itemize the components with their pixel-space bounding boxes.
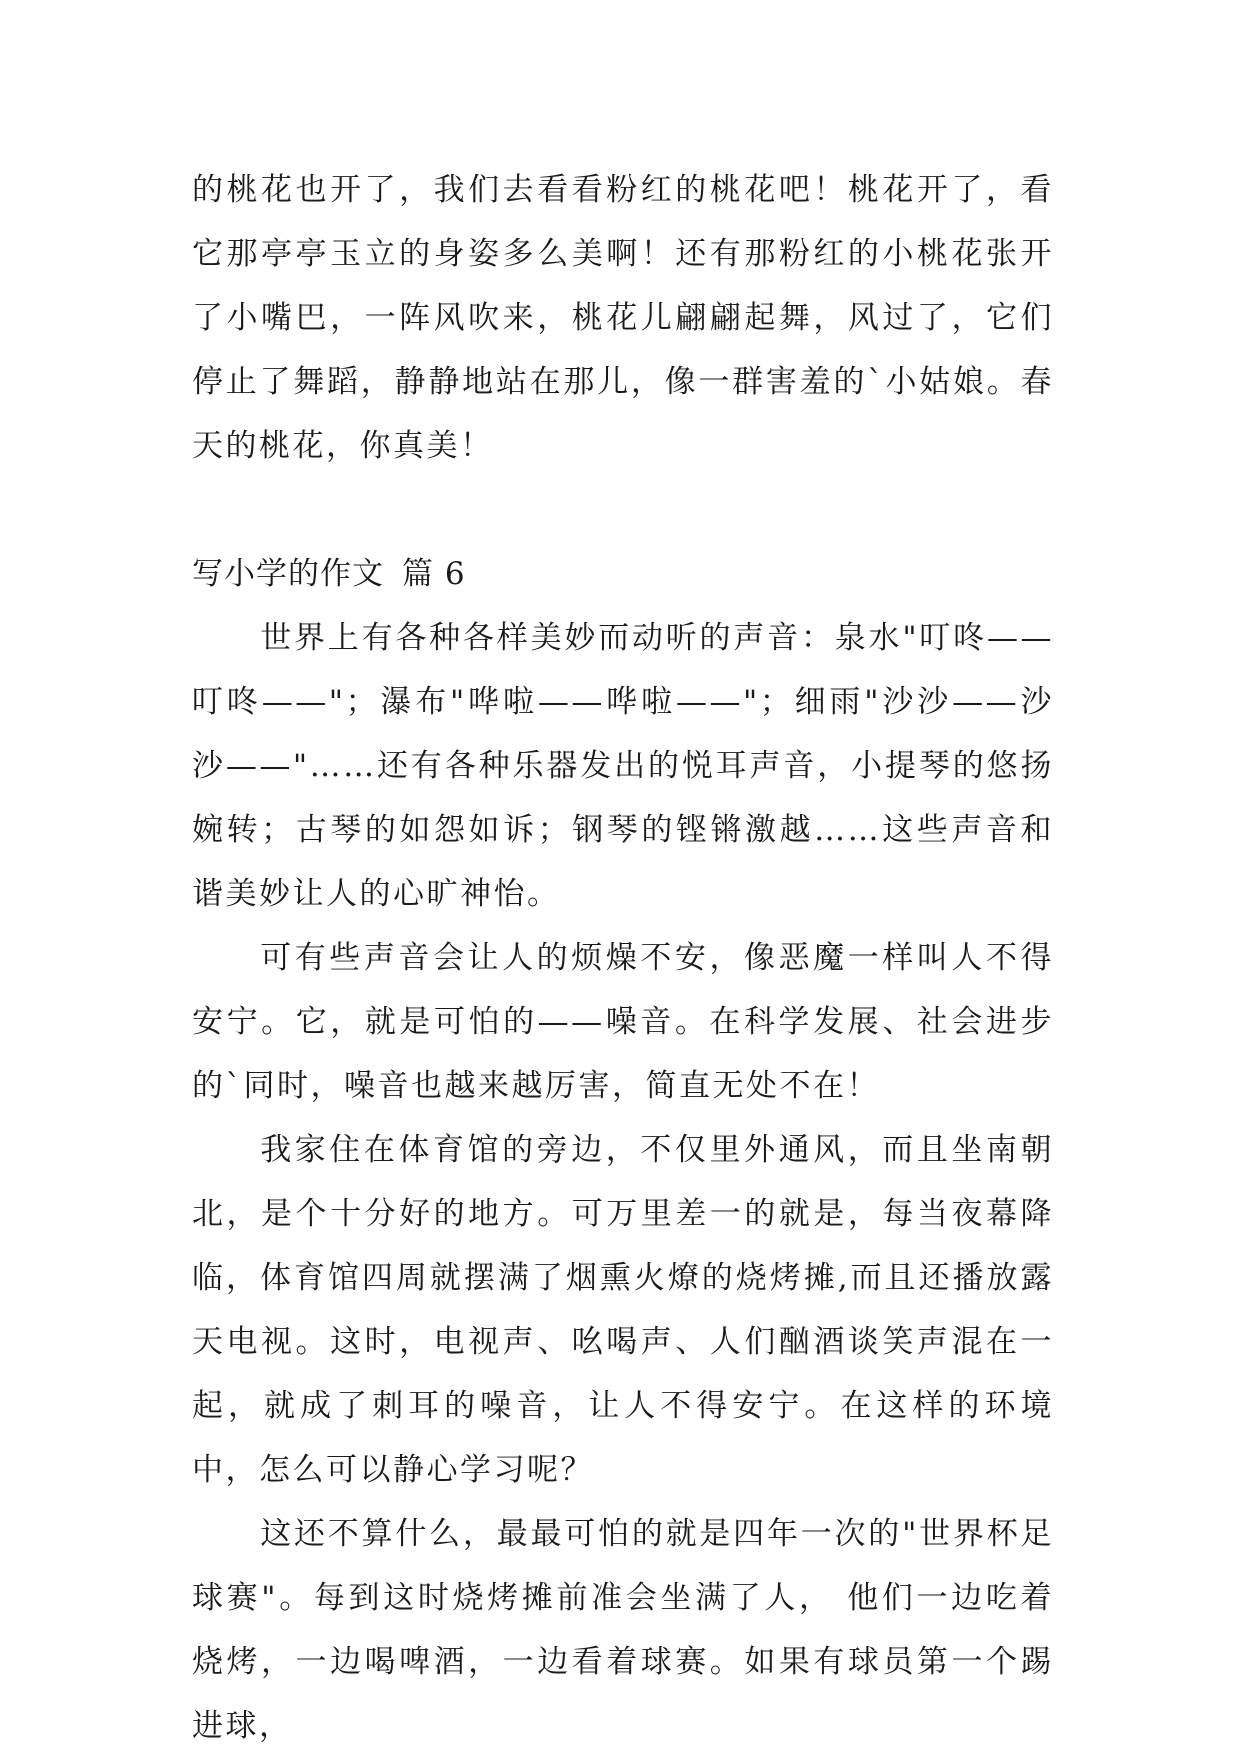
paragraph-noise: 可有些声音会让人的烦燥不安，像恶魔一样叫人不得安宁。它，就是可怕的——噪音。在科学发展、社会进步的`同时，噪音也越来越厉害，简直无处不在！ (192, 940, 1054, 1104)
paragraph-home: 我家住在体育馆的旁边，不仅里外通风，而且坐南朝北，是个十分好的地方。可万里差一的就是，每当夜幕降临，体育馆四周就摆满了烟熏火燎的烧烤摊,而且还播放露天电视。这时，电视声、吆喝声、人们酗酒谈笑声混在一起，就成了刺耳的噪音，让人不得安宁。在这样的环境中，怎么可以静心学习呢？ (192, 1132, 1054, 1488)
continued-paragraph: 的桃花也开了，我们去看看粉红的桃花吧！桃花开了，看它那亭亭玉立的身姿多么美啊！还有那粉红的小桃花张开了小嘴巴，一阵风吹来，桃花儿翩翩起舞，风过了，它们停止了舞蹈，静静地站在那儿，像一群害羞的`小姑娘。春天的桃花，你真美！ (192, 172, 1054, 464)
section-number: 篇 6 (402, 556, 466, 592)
paragraph-worldcup: 这还不算什么，最最可怕的就是四年一次的"世界杯足球赛"。每到这时烧烤摊前准会坐满了人， 他们一边吃着烧烤，一边喝啤酒，一边看着球赛。如果有球员第一个踢进球， (192, 1516, 1054, 1744)
paragraph-sounds: 世界上有各种各样美妙而动听的声音：泉水"叮咚——叮咚——"；瀑布"哗啦——哗啦——"；细雨"沙沙——沙沙——"……还有各种乐器发出的悦耳声音，小提琴的悠扬婉转；古琴的如怨如诉；钢琴的铿锵激越……这些声音和谐美妙让人的心旷神怡。 (192, 620, 1054, 912)
section-title: 写小学的作文 (192, 556, 384, 592)
document-page (192, 158, 1054, 1758)
section-heading (192, 542, 1054, 606)
